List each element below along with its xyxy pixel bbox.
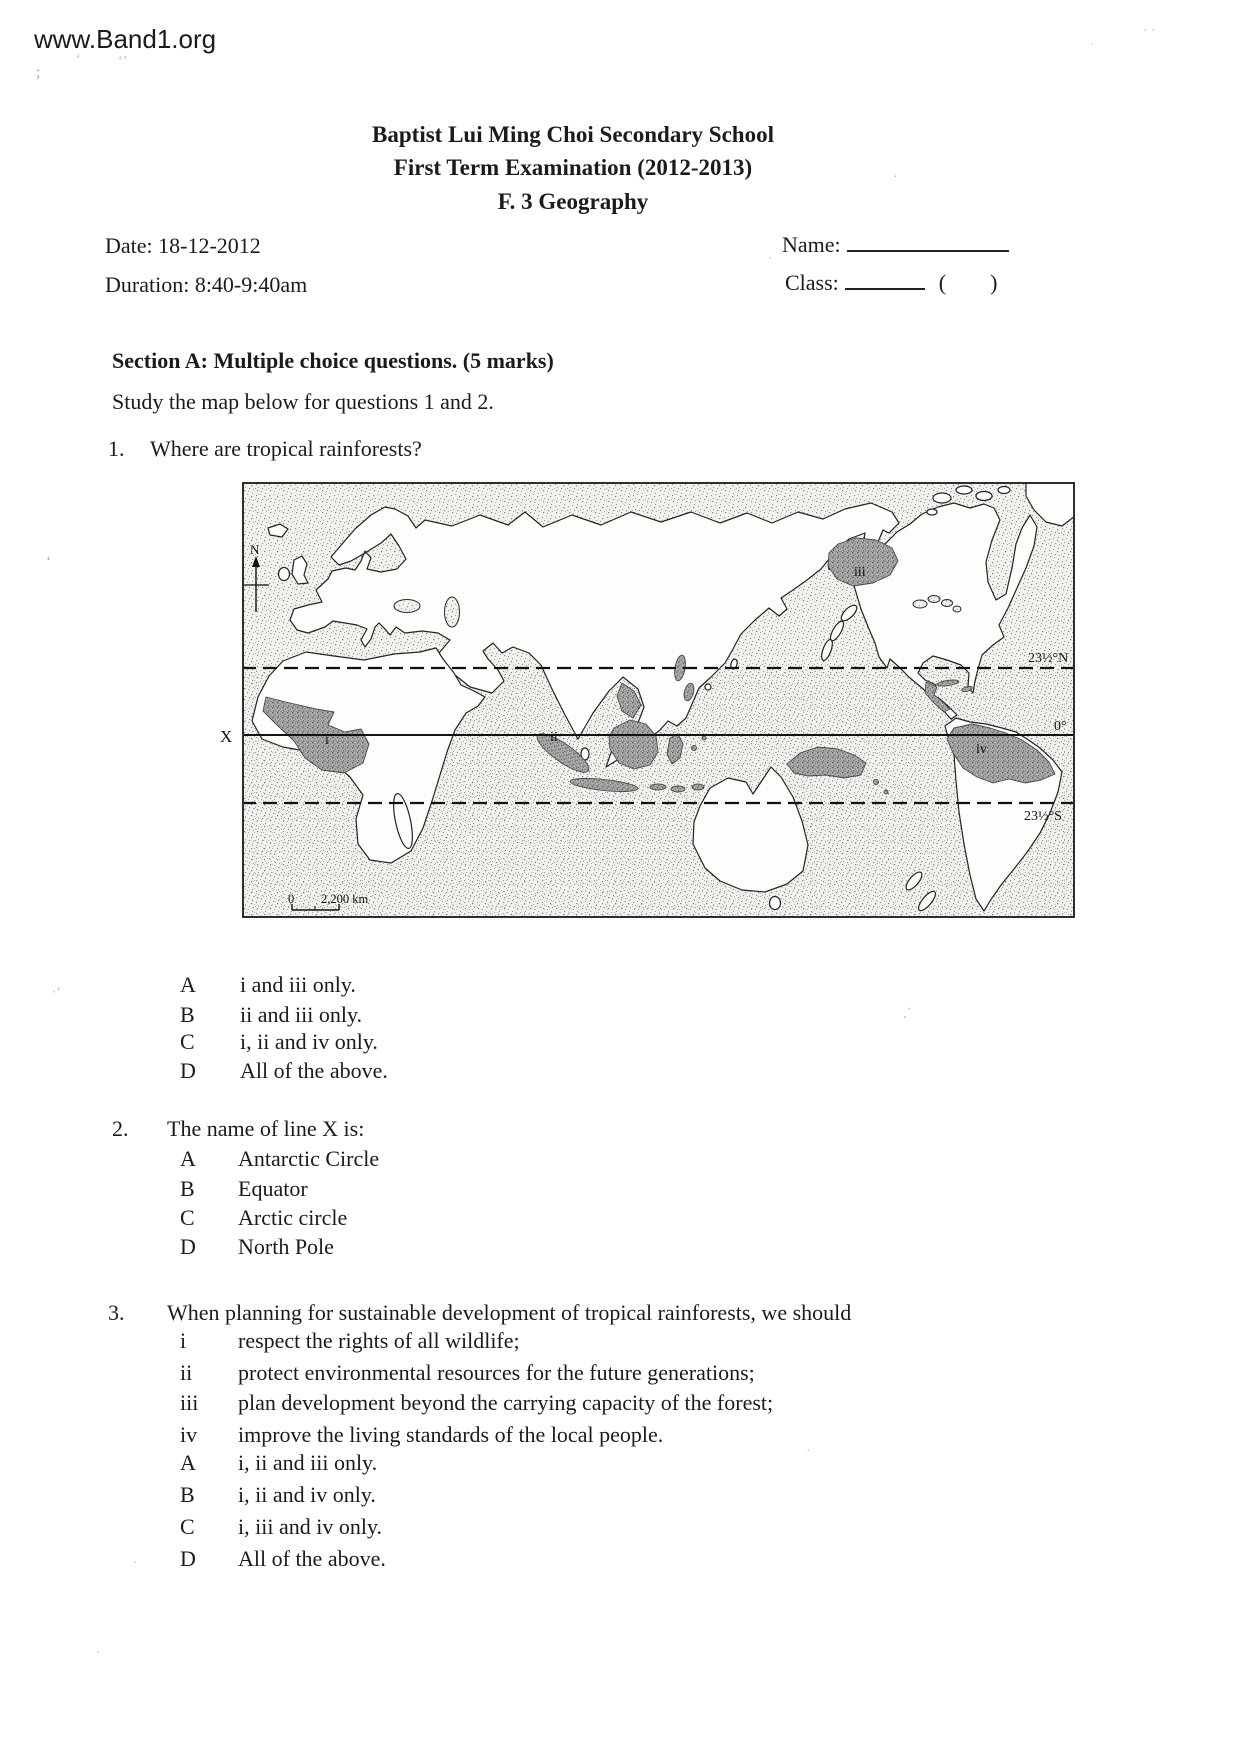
- scan-artifact: ·: [133, 1556, 138, 1571]
- q3-option-text-d: All of the above.: [238, 1546, 386, 1571]
- q3-option-letter-b: B: [180, 1482, 195, 1507]
- lake-great-lakes: [942, 600, 953, 607]
- q3-item-numeral-ii: ii: [180, 1360, 193, 1385]
- rainforest-island: [702, 736, 706, 740]
- name-label: Name:: [782, 232, 841, 257]
- class-label: Class:: [785, 270, 839, 295]
- q2-option-letter-c: C: [180, 1205, 195, 1230]
- watermark: www.Band1.org: [34, 24, 217, 54]
- scan-artifact: ·: [768, 250, 773, 265]
- rainforest-island: [884, 790, 888, 794]
- q3-option-text-b: i, ii and iv only.: [238, 1482, 376, 1507]
- section-a-instruction: Study the map below for questions 1 and 2.: [112, 389, 494, 414]
- date-field: Date: 18-12-2012: [105, 233, 261, 258]
- arctic-island: [933, 493, 951, 503]
- lake-great-lakes: [953, 606, 961, 612]
- scan-artifact: ;: [36, 64, 41, 81]
- arctic-island: [956, 486, 972, 494]
- q3-text: When planning for sustainable development of tropical rainforests, we should: [167, 1300, 852, 1325]
- q3-item-numeral-iii: iii: [180, 1390, 199, 1415]
- lake-great-lakes: [913, 600, 927, 608]
- q2-option-text-c: Arctic circle: [238, 1205, 348, 1230]
- q2-text: The name of line X is:: [167, 1116, 365, 1141]
- class-paren-close: ): [990, 270, 998, 295]
- q3-item-text-ii: protect environmental resources for the future generations;: [238, 1360, 755, 1385]
- q3-option-letter-a: A: [180, 1450, 196, 1475]
- rainforest-island: [671, 786, 685, 792]
- q1-option-text-c: i, ii and iv only.: [240, 1029, 378, 1054]
- q1-option-letter-c: C: [180, 1029, 195, 1054]
- equator-degree-label: 0°: [1054, 719, 1067, 734]
- q2-option-text-a: Antarctic Circle: [238, 1146, 380, 1171]
- q3-item-text-iii: plan development beyond the carrying capacity of the forest;: [238, 1390, 774, 1415]
- world-map-figure: [218, 482, 1075, 918]
- q3-item-numeral-iv: iv: [180, 1422, 198, 1447]
- lake-black-sea: [394, 600, 420, 613]
- q3-item-numeral-i: i: [180, 1328, 187, 1353]
- rainforest-island: [692, 784, 704, 790]
- exam-title: First Term Examination (2012-2013): [393, 155, 753, 180]
- school-name: Baptist Lui Ming Choi Secondary School: [372, 122, 774, 147]
- q1-text: Where are tropical rainforests?: [150, 436, 422, 461]
- q1-option-letter-d: D: [180, 1058, 196, 1083]
- q3-item-text-iv: improve the living standards of the local people.: [238, 1422, 664, 1447]
- q1-option-text-a: i and iii only.: [240, 972, 356, 997]
- subject-title: F. 3 Geography: [497, 189, 649, 214]
- name-row: [782, 230, 1009, 258]
- duration-field: Duration: 8:40-9:40am: [105, 272, 308, 297]
- scan-artifact: .: [96, 1642, 100, 1657]
- north-arrow-n-label: N: [250, 542, 260, 557]
- q1-number: 1.: [108, 436, 125, 461]
- q3-number: 3.: [108, 1300, 125, 1325]
- q1-option-letter-b: B: [180, 1002, 195, 1027]
- island-tasmania: [770, 897, 781, 910]
- tropic-of-cancer-label: 23½°N: [1028, 651, 1069, 666]
- scale-zero-label: 0: [288, 892, 295, 906]
- scan-artifact: ·’: [52, 984, 61, 999]
- q3-option-letter-c: C: [180, 1514, 195, 1539]
- q3-option-text-a: i, ii and iii only.: [238, 1450, 378, 1475]
- name-blank-line: [847, 230, 1009, 252]
- region-label-i: i: [325, 733, 329, 748]
- scan-artifact: ‘: [46, 554, 51, 570]
- region-label-iii: iii: [854, 565, 866, 580]
- scan-artifact: .´: [903, 1006, 912, 1022]
- arctic-island: [976, 492, 992, 501]
- line-x-label: X: [220, 727, 233, 746]
- class-row: [785, 268, 997, 296]
- q2-option-text-d: North Pole: [238, 1234, 334, 1259]
- lake-great-lakes: [928, 596, 940, 603]
- rainforest-island: [650, 784, 666, 790]
- q2-option-letter-a: A: [180, 1146, 196, 1171]
- arctic-island: [998, 487, 1010, 494]
- section-a-heading: Section A: Multiple choice questions. (5 marks): [112, 348, 554, 373]
- rainforest-island: [874, 780, 879, 785]
- q3-item-text-i: respect the rights of all wildlife;: [238, 1328, 520, 1353]
- q1-option-text-b: ii and iii only.: [240, 1002, 363, 1027]
- scale-distance-label: 2,200 km: [321, 892, 369, 906]
- q2-option-letter-b: B: [180, 1176, 195, 1201]
- class-blank-line: [845, 268, 925, 290]
- q3-option-letter-d: D: [180, 1546, 196, 1571]
- scan-artifact: ‘’: [118, 54, 128, 69]
- region-label-ii: ii: [550, 730, 558, 745]
- q2-number: 2.: [112, 1116, 129, 1141]
- scan-artifact: ‘: [76, 52, 81, 67]
- scan-artifact: · ·: [1143, 24, 1156, 39]
- island-hainan: [705, 684, 711, 690]
- lake-caspian-sea: [445, 597, 460, 627]
- region-label-iv: iv: [976, 742, 987, 757]
- q2-option-letter-d: D: [180, 1234, 196, 1259]
- island-ireland: [279, 568, 290, 581]
- q1-option-letter-a: A: [180, 972, 196, 997]
- q2-option-text-b: Equator: [238, 1176, 308, 1201]
- scan-artifact: ·: [893, 170, 898, 185]
- q3-option-text-c: i, iii and iv only.: [238, 1514, 383, 1539]
- rainforest-island: [692, 746, 697, 751]
- arctic-island: [927, 509, 937, 515]
- scan-artifact: ·: [1090, 36, 1095, 51]
- class-paren-open: (: [938, 270, 947, 295]
- tropic-of-capricorn-label: 23½°S: [1024, 809, 1062, 824]
- scan-artifact: ·: [806, 1444, 811, 1459]
- q1-option-text-d: All of the above.: [240, 1058, 388, 1083]
